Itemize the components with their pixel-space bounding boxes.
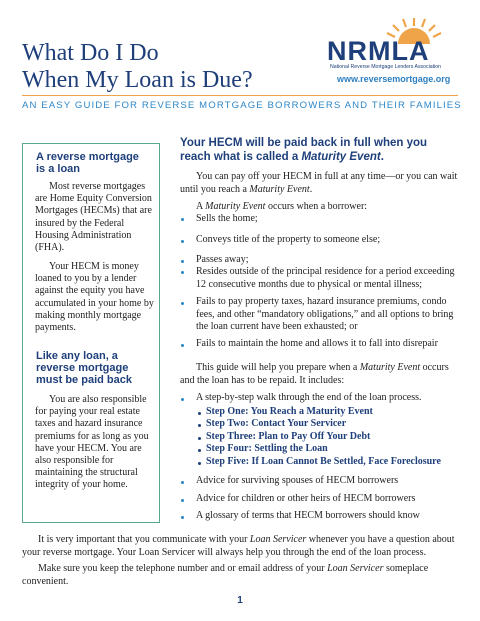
step-four: Step Four: Settling the Loan — [206, 443, 328, 454]
step-dot — [198, 437, 201, 440]
logo-url-link[interactable]: www.reversemortgage.org — [337, 74, 451, 84]
logo-subtitle: National Reverse Mortgage Lenders Association — [330, 64, 442, 70]
occurs-item-5: Fails to pay property taxes, hazard insurance premiums, condo fees, and other “mandatory obligations,” and all options to bring the loan current have been exhausted; or — [196, 296, 454, 332]
logo-wordmark: NRMLA — [327, 36, 430, 66]
bullet-dot — [181, 398, 184, 401]
guide-item-walkthrough: A step-by-step walk through the end of the loan process. — [196, 392, 422, 403]
bullet-dot — [181, 260, 184, 263]
intro-paragraph: You can pay off your HECM in full at any time—or you can wait until you reach a Maturity Event. — [180, 171, 458, 195]
bullet-dot — [181, 516, 184, 519]
guide-paragraph: This guide will help you prepare when a Maturity Event occurs and the loan has to be repaid. It includes: — [180, 362, 449, 386]
main-heading-line-1: Your HECM will be paid back in full when you — [180, 137, 428, 149]
footer-paragraph-2: Make sure you keep the telephone number and or email address of your Loan Servicer someplace convenient. — [22, 563, 429, 587]
occurs-item-6: Fails to maintain the home and allows it to fall into disrepair — [196, 338, 438, 349]
sidebar-heading-1: A reverse mortgage is a loan — [36, 151, 139, 175]
title-line-2: When My Loan is Due? — [22, 67, 253, 93]
page-title — [22, 40, 253, 94]
guide-item-spouses: Advice for surviving spouses of HECM borrowers — [196, 475, 399, 486]
step-five: Step Five: If Loan Cannot Be Settled, Face Foreclosure — [206, 456, 441, 467]
occurs-item-2: Conveys title of the property to someone else; — [196, 234, 381, 245]
bullet-dot — [181, 481, 184, 484]
step-dot — [198, 462, 201, 465]
step-dot — [198, 412, 201, 415]
sidebar-paragraph-3: You are also responsible for paying your real estate taxes and hazard insurance premiums for as long as you have your HECM. You are also responsible for maintaining the structural integrity of your home. — [35, 394, 149, 491]
tagline: AN EASY GUIDE FOR REVERSE MORTGAGE BORROWERS AND THEIR FAMILIES — [22, 100, 462, 111]
step-dot — [198, 424, 201, 427]
sidebar-paragraph-1: Most reverse mortgages are Home Equity Conversion Mortgages (HECMs) that are insured by the Federal Housing Administration (FHA). — [35, 181, 152, 254]
occurs-item-4: Resides outside of the principal residence for a period exceeding 12 consecutive months due to physical or mental illness; — [196, 266, 455, 290]
step-three: Step Three: Plan to Pay Off Your Debt — [206, 431, 371, 442]
sidebar-box — [22, 143, 160, 523]
bullet-dot — [181, 302, 184, 305]
occurs-item-3: Passes away; — [196, 254, 249, 265]
main-heading-line-2: reach what is called a Maturity Event. — [180, 151, 384, 163]
bullet-dot — [181, 344, 184, 347]
occurs-item-1: Sells the home; — [196, 213, 258, 224]
bullet-dot — [181, 218, 184, 221]
sidebar-paragraph-2: Your HECM is money loaned to you by a lender against the equity you have accumulated in your home by making monthly mortgage payments. — [35, 261, 154, 334]
step-one: Step One: You Reach a Maturity Event — [206, 406, 373, 417]
bullet-dot — [181, 240, 184, 243]
page-number: 1 — [237, 595, 243, 606]
guide-item-heirs: Advice for children or other heirs of HECM borrowers — [196, 493, 416, 504]
title-line-1: What Do I Do — [22, 40, 159, 66]
bullet-dot — [181, 499, 184, 502]
sidebar-heading-2: Like any loan, a reverse mortgage must be paid back — [36, 350, 132, 386]
main-heading — [180, 136, 460, 164]
bullet-dot — [181, 271, 184, 274]
step-dot — [198, 449, 201, 452]
footer-paragraph-1: It is very important that you communicate with your Loan Servicer whenever you have a question about your reverse mortgage. Your Loan Servicer will always help you through the end of the loan process. — [22, 534, 455, 558]
guide-item-glossary: A glossary of terms that HECM borrowers should know — [196, 510, 420, 521]
step-two: Step Two: Contact Your Servicer — [206, 418, 347, 429]
header-divider — [22, 95, 458, 96]
maturity-event-definition: A Maturity Event occurs when a borrower: — [196, 201, 368, 212]
